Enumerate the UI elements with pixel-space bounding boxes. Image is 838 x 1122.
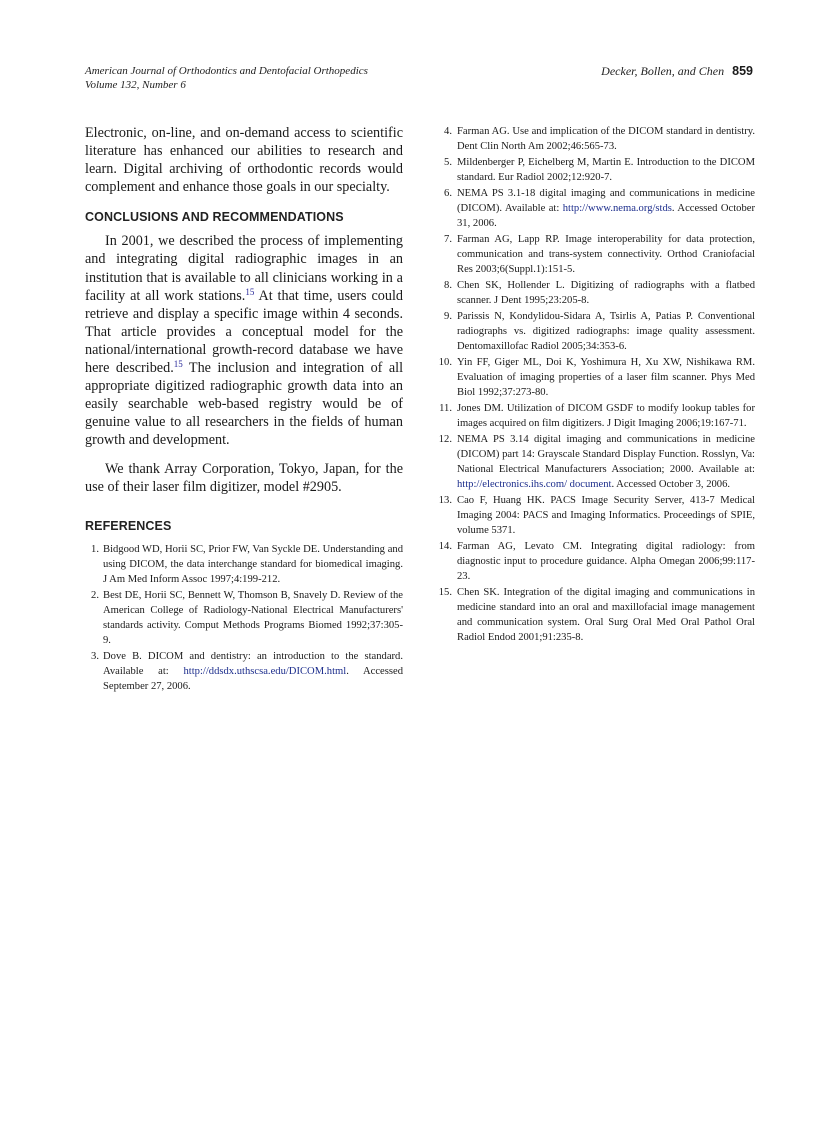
reference-item (85, 649, 403, 694)
reference-text: Farman AG, Lapp RP. Image interoperability for data protection, communication and trans-system connectivity. Orthod Craniofacial Res 2003;6(Suppl.1):151-5. (457, 234, 755, 275)
reference-number: 13. (438, 495, 452, 506)
citation-link-15[interactable]: 15 (173, 359, 183, 370)
running-authors: Decker, Bollen, and Chen (601, 64, 725, 78)
reference-text: Cao F, Huang HK. PACS Image Security Server, 413-7 Medical Imaging 2004: PACS and Imaging Informatics. Proceedings of SPIE, volume 5371. (457, 495, 755, 536)
intro-paragraph: Electronic, on-line, and on-demand access to scientific literature has enhanced our abilities to research and learn. Digital archiving of orthodontic records would complement and enhance those goals in our specialty. (85, 125, 403, 196)
acknowledgment-paragraph: We thank Array Corporation, Tokyo, Japan, for the use of their laser film digitizer, model #2905. (85, 460, 403, 495)
reference-item (436, 585, 755, 645)
reference-url-link[interactable]: http://electronics.ihs.com/ document (457, 479, 612, 490)
reference-text-pre: Dove B. DICOM and dentistry: an introduction to the standard. Available at: (103, 650, 403, 677)
reference-url-link[interactable]: http://ddsdx.uthscsa.edu/DICOM.html (183, 665, 347, 677)
references-heading: REFERENCES (85, 518, 172, 533)
reference-text: Chen SK, Hollender L. Digitizing of radiographs with a flatbed scanner. J Dent 1995;23:205-8. (457, 280, 755, 306)
reference-item (436, 539, 755, 584)
reference-number: 12. (438, 434, 452, 445)
reference-number: 7. (444, 234, 452, 245)
reference-item (436, 432, 755, 492)
reference-text: Bidgood WD, Horii SC, Prior FW, Van Syckle DE. Understanding and using DICOM, the data interchange standard for biomedical imaging. J Am Med Inform Assoc 1997;4:199-212. (103, 543, 403, 585)
reference-item (436, 309, 755, 354)
reference-item (436, 355, 755, 400)
reference-item (436, 278, 755, 308)
reference-item (436, 401, 755, 431)
reference-text: Jones DM. Utilization of DICOM GSDF to modify lookup tables for images acquired on film digitizers. J Digit Imaging 2006;19:167-71. (457, 403, 755, 429)
author-page-info (601, 64, 753, 78)
reference-number: 10. (438, 357, 452, 368)
reference-text-post: . Accessed October 3, 2006. (611, 479, 731, 490)
reference-number: 9. (444, 311, 452, 322)
reference-text-post: . Accessed September 27, 2006. (103, 665, 404, 692)
reference-url-link[interactable]: http://www.nema.org/stds (562, 203, 672, 214)
conclusions-paragraph (85, 232, 403, 449)
reference-item (436, 155, 755, 185)
reference-number: 1. (91, 543, 99, 555)
journal-info (85, 64, 368, 92)
conclusions-text-3: The inclusion and integration of all appropriate digitized radiographic growth data into an easily searchable web-based registry would be of genuine value to all researchers in the fields of human growth and development. (85, 360, 404, 449)
reference-number: 11. (439, 403, 452, 414)
reference-text: Chen SK. Integration of the digital imaging and communications in medicine standard into an oral and maxillofacial image management and communication system. Oral Surg Oral Med Oral Pathol Oral Radiol Endod 2001;91:235-8. (457, 587, 755, 643)
reference-number: 2. (91, 589, 99, 601)
left-column (85, 124, 403, 695)
page-number: 859 (732, 64, 753, 78)
conclusions-text-1: In 2001, we described the process of implementing and integrating digital radiographic images in an institution that is available to all clinicians working in a facility at all work stations. (85, 233, 403, 304)
reference-list-right (436, 124, 755, 645)
reference-text: Yin FF, Giger ML, Doi K, Yoshimura H, Xu XW, Nishikawa RM. Evaluation of imaging properties of a laser film scanner. Phys Med Biol 1992;37:273-80. (457, 357, 755, 398)
reference-item (85, 588, 403, 648)
reference-text-pre: NEMA PS 3.14 digital imaging and communications in medicine (DICOM) part 14: Grayscale Standard Display Function. Rosslyn, Va: National Electrical Manufacturers Association; 2000. Available at: (457, 434, 755, 475)
reference-number: 15. (438, 587, 452, 598)
reference-item (85, 542, 403, 587)
journal-title: American Journal of Orthodontics and Dentofacial Orthopedics (85, 65, 368, 77)
reference-text-post: . Accessed October 31, 2006. (457, 203, 755, 229)
reference-text-pre: NEMA PS 3.1-18 digital imaging and communications in medicine (DICOM). Available at: (457, 188, 755, 214)
reference-number: 5. (444, 157, 452, 168)
journal-volume: Volume 132, Number 6 (85, 79, 186, 91)
reference-text: Best DE, Horii SC, Bennett W, Thomson B, Snavely D. Review of the American College of Radiology-National Electrical Manufacturers' standards activity. Comput Methods Programs Biomed 1992;37:305-9. (103, 589, 403, 646)
reference-item (436, 493, 755, 538)
reference-text: Farman AG, Levato CM. Integrating digital radiology: from diagnostic input to procedure guidance. Alpha Omegan 2006;99:117-23. (457, 541, 755, 582)
reference-text: Parissis N, Kondylidou-Sidara A, Tsirlis A, Patias P. Conventional radiographs vs. digitized radiographs: image quality assessment. Dentomaxillofac Radiol 2005;34:353-6. (457, 311, 755, 352)
reference-number: 14. (438, 541, 452, 552)
reference-item (436, 124, 755, 154)
reference-number: 3. (91, 650, 99, 662)
right-column (436, 124, 755, 646)
reference-number: 6. (444, 188, 452, 199)
reference-item (436, 232, 755, 277)
reference-number: 8. (444, 280, 452, 291)
citation-link-15[interactable]: 15 (245, 286, 255, 297)
reference-list-left (85, 542, 403, 694)
reference-text: Mildenberger P, Eichelberg M, Martin E. Introduction to the DICOM standard. Eur Radiol 2002;12:920-7. (457, 157, 755, 183)
conclusions-text-2: At that time, users could retrieve and display a specific image within 4 seconds. That article provides a conceptual model for the national/international growth-record database we have here described. (85, 287, 403, 377)
reference-text: Farman AG. Use and implication of the DICOM standard in dentistry. Dent Clin North Am 2002;46:565-73. (457, 126, 755, 152)
reference-number: 4. (444, 126, 452, 137)
running-header (85, 64, 753, 94)
reference-item (436, 186, 755, 231)
conclusions-heading: CONCLUSIONS AND RECOMMENDATIONS (85, 210, 344, 225)
